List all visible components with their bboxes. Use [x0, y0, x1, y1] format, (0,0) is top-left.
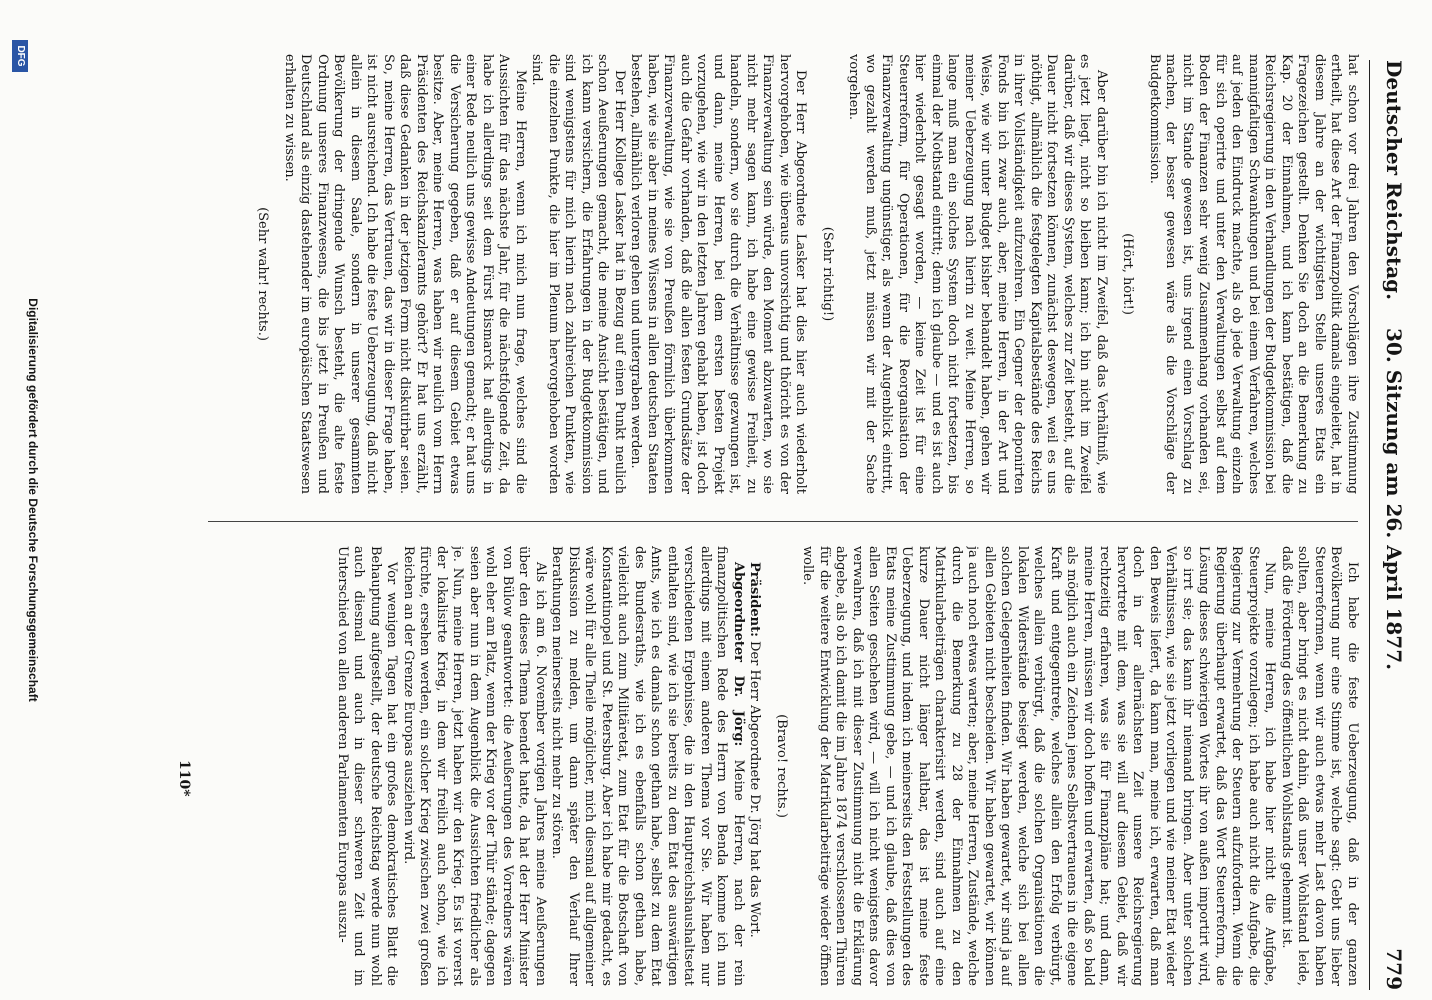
header-session-date: 30. Sitzung am 26. April 1877.: [1382, 328, 1406, 671]
header-page-number: 779: [1382, 948, 1406, 990]
speaker-name: Abgeordneter Dr. Jörg:: [731, 562, 746, 747]
interjection: (Sehr wahr! rechts.): [255, 207, 271, 341]
paragraph: Als ich am 6. November vorigen Jahres meine Aeußerungen über den dieses Thema beendet hatte, da hat der Herr Minister von Bülow geantwortet: die Aeußerungen des Vorredners wären wohl eher am Platz, wenn der Krieg vor der Thür stände; dagegen seien aber nun in dem Augenblick die Aussichten friedlicher als je. Nun, meine Herren, jetzt haben wir den Krieg. Es ist vorerst der lokalisirte Krieg, in dem wir freilich auch schon, wie ich fürchte, ersehen werden, ein solcher Krieg zwischen zwei großen Reichen an der Grenze Europas ausziehen wird.: [401, 546, 548, 986]
paragraph: hat schon vor drei Jahren den Vorschlägen ihre Zustimmung ertheilt, hat diese Art der Finanzpolitik damals eingeleitet, hat in diesem Jahre an der wichtigsten Stelle unseres Etats ein Fragezeichen gestellt. Denken Sie doch an die Bemerkung zu Kap. 20 der Einnahmen, und ich kann bestätigen, daß die Reichsregierung in den Verhandlungen der Budgetkommission bei mannigfaltigen Schwankungen und bei einem Verfahren, welches auf jeden den Eindruck machte, als ob jede Verwaltung einzeln für sich operirte und unter den Verwaltungen selbst auf dem Boden der Finanzen sehr wenig Zusammenhang vorhanden sei, nicht im Stande gewesen ist, uns irgend einen Vorschlag zu machen, der besser gewesen wäre als die Vorschläge der Budgetkommission.: [1147, 54, 1360, 494]
digitization-note: Digitalisierung gefördert durch die Deutsche Forschungsgemeinschaft: [26, 298, 40, 702]
paragraph: Vor wenigen Tagen hat ein großes demokratisches Blatt die Behauptung aufgestellt, der deutsche Reichstag werde nun wohl auch diesmal und auch in dieser schweren Zeit und im Unterschied von allen anderen Parlamenten Europas auszu-: [335, 546, 400, 986]
sheet-signature: 110*: [176, 760, 192, 797]
page-header: [1369, 60, 1422, 990]
paragraph: Ich habe die feste Ueberzeugung, daß in der ganzen Bevölkerung nur eine Stimme ist, welche sagt: Gebt uns lieber Steuerreformen, wenn wir auch etwas mehr Last davon haben sollten, aber bringt es nicht dahin, daß unser Wohlstand leide, daß die Förderung des öffentlichen Wohlstands gehemmt ist.: [1279, 546, 1360, 986]
interjection: (Sehr richtig!): [820, 226, 835, 322]
paragraph: Der Herr Kollege Lasker hat in Bezug auf einen Punkt neulich schon Aeußerungen gemacht, die meine Ansicht bestätigen, und ich kann versichern, die Erfahrungen in der Budgetkommission sind wenigstens für mich hierin nach zahlreichen Punkten, wie die einzelnen Punkte, die hier im Plenum hervorgehoben worden sind.: [529, 54, 627, 494]
paragraph: Nun, meine Herren, ich habe hier nicht die Aufgabe, Steuerprojekte vorzulegen; ich habe auch nicht die Aufgabe, die Regierung zur Vermehrung der Steuern aufzufordern. Wenn die Regierung überhaupt erwartet, daß das Wort Steuerreform, die Lösung dieses schwierigen Wortes ihr von außen importirt wird, so irrt sie; das kann ihr niemand bringen. Aber unter solchen Verhältnissen, wie sie jetzt vorliegen und wie meiner Etat wieder den Beweis liefert, da kann man, meine ich, erwarten, daß man doch in der allernächsten Zeit unsere Reichsregierung hervortrete mit dem, was sie will auf diesem Gebiet, daß wir rechtzeitig erfahren, was sie für Finanzpläne hat; und dann, meine Herren, müssen wir doch hoffen und erwarten, daß so bald als möglich auch ein Zeichen jenes Selbstvertrauens in die eigene Kraft und entgegentrete, welches allein den Erfolg verbürgt, welches allein verbürgt, daß die solchen Organisationen die lokalen Widerstände besiegt werden, welche sich bei allen solchen Gelegenheiten finden. Wir haben gewartet, wir sind ja auf allen Gebieten nicht bescheiden. Wir haben gewartet, wir können ja auch noch etwas warten; aber, meine Herren, Zustände, welche durch die Bemerkung zu 28 der Einnahmen zu den Matrikularbeiträgen charakterisirt werden, sind auch auf eine kurze Dauer nicht länger haltbar, das ist meine feste Ueberzeugung, und indem ich meinerseits den Feststellungen des Etats meine Zustimmung gebe, — und ich glaube, daß dies von allen Seiten geschehen wird, — will ich nicht wenigstens davor verwahren, daß ich mit dieser Zustimmung nicht die Erklärung abgebe, als ob ich damit die im Jahre 1874 verschlossenen Thüren für die weitere Entwicklung der Matrikularbeiträge wieder öffnen wolle.: [800, 546, 1278, 986]
paragraph: Aber darüber bin ich nicht im Zweifel, daß das Verhältniß, wie es jetzt liegt, nicht so bleiben kann; ich bin nicht im Zweifel darüber, daß wir dieses System, welches zur Zeit besteht, auf die Dauer nicht fortsetzen können, zunächst deswegen, weil es uns nöthigt, allmählich die festgelegten Kapitalsbestände des Reichs in ihrer Vollständigkeit aufzuzehren. Ein Gegner der deponirten Fonds bin ich zwar auch, aber, meine Herren, in der Art und Weise, wie wir unter Budget bisher behandelt haben, gehen wir meiner Ueberzeugung nach hierin zu weit. Meine Herren, so lange muß man ein solches System doch nicht fortsetzen, bis einmal der Nothstand eintritt; denn ich glaube — und es ist auch hier wiederholt gesagt worden, — keine Zeit ist für eine Steuerreform, für Operationen, für die Reorganisation der Finanzverwaltung ungünstiger, als wenn der Augenblick eintritt, wo gezahlt werden muß, jetzt müssen wir mit der Sache vorgehen.: [846, 54, 1109, 494]
paragraph: Präsident: Der Herr Abgeordnete Dr. Jörg hat das Wort.: [747, 562, 763, 938]
paragraph: Der Herr Abgeordnete Lasker hat dies hier auch wiederholt hervorgehoben, wie überaus unvorsichtig und thöricht es von der Finanzverwaltung sein würde, den Moment abzuwarten, wo sie nicht mehr sagen kann, ich habe eine gewisse Freiheit, zu handeln, sondern, wo sie durch die Verhältnisse gezwungen ist, und dann, meine Herren, bei dem ersten besten Projekt vorzugehen, wie wir in den letzten Jahren gehabt haben, ist doch auch die Gefahr vorhanden, daß die allen festen Grundsätze der Finanzverwaltung, wie sie von Preußen förmlich überkommen haben, wie sie aber in meines Wissens in allen deutschen Staaten bestehen, allmählich verloren gehen und untergraben werden.: [628, 54, 809, 494]
paragraph: Abgeordneter Dr. Jörg: Meine Herren, nach der rein finanzpolitischen Rede des Herrn von Benda komme ich nun allerdings mit einem anderen Thema vor Sie. Wir haben nur verschiedenen Ergebnisse, die in den Hauptreichshaushaltsetat enthalten sind, wie ich sie bereits zu dem Etat des auswärtigen Amts, wie ich es damals schon gethan habe, selbst zu dem Etat des Bundesraths, wie ich es ebenfalls schon gethan habe, vielleicht auch zum Militäretat, zum Etat für die Botschaft von Konstantinopel und St. Petersburg. Aber ich habe mir gedacht, es wäre wohl für alle Theile möglicher, mich diesmal auf allgemeiner Diskussion zu melden, um dann später den Verlauf Ihrer Berathungen meinerseits nicht mehr zu stören.: [549, 546, 746, 986]
dfg-logo: DFG: [12, 40, 28, 72]
interjection: (Bravo! rechts.): [774, 714, 789, 818]
header-publication: Deutscher Reichstag.: [1382, 60, 1406, 301]
column-divider: [208, 521, 1358, 522]
right-text-column: [200, 546, 1360, 986]
speaker-name: Präsident:: [747, 562, 763, 637]
paragraph: Meine Herren, wenn ich mich nun frage, welches sind die Aussichten für das nächste Jahr, für die nächstfolgende Zeit, da habe ich allerdings seit dem Fürst Bismarck hat allerdings in einer Rede neulich uns gewisse Andeutungen gemacht; er hat uns die Versicherung gegeben, daß er auf diesem Gebiet etwas besitze. Aber, meine Herren, was haben wir neulich vom Herrn Präsidenten des Reichskanzleramts gehört? Er hat uns erzählt, daß diese Gedanken in der jetzigen Form nicht diskutirbar seien. So, meine Herren, das Vertrauen, das wir in dieser Frage haben, ist nicht ausreichend. Ich habe die feste Ueberzeugung, daß nicht allein in diesem Saale, sondern in unserer gesammten Bevölkerung der dringende Wunsch besteht, die alte feste Ordnung unseres Finanzwesens, die bis jetzt in Preußen und Deutschland als einzig dastehender im europäischen Staatswesen erhalten zu wissen.: [282, 54, 528, 494]
left-text-column: [200, 54, 1360, 494]
interjection: (Hört, hört!): [1120, 233, 1136, 315]
